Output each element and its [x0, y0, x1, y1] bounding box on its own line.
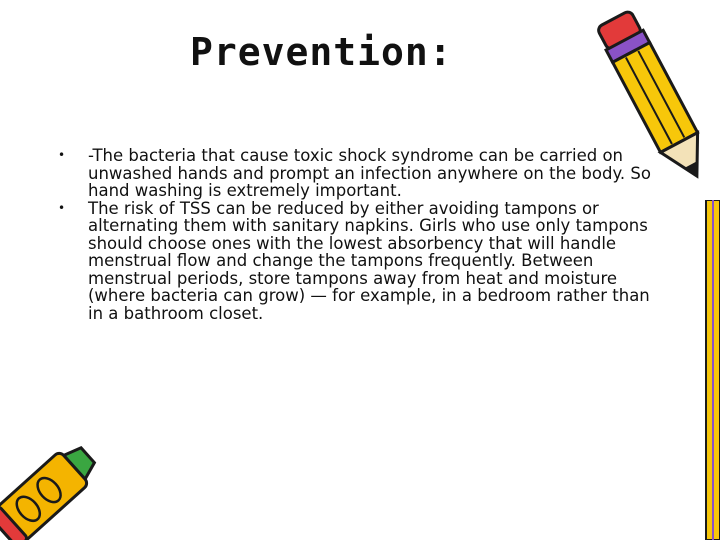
crayon-icon	[0, 420, 140, 540]
bullet-item	[58, 200, 658, 323]
bullet-text: The risk of TSS can be reduced by either avoiding tampons or alternating them with sanitary napkins. Girls who use only tampons should choose ones with the lowest absorbency that will handle menstrual flow and change the tampons frequently. Between menstrual periods, store tampons away from heat and moisture (where bacteria can grow) — for example, in a bedroom rather than in a bathroom closet.	[88, 198, 650, 323]
pencil-edge-icon	[700, 200, 720, 540]
bullet-marker: •	[58, 148, 66, 162]
bullet-text: -The bacteria that cause toxic shock syndrome can be carried on unwashed hands and prompt an infection anywhere on the body. So hand washing is extremely important.	[88, 146, 651, 200]
slide-title: Prevention:	[190, 30, 453, 74]
bullet-marker: •	[58, 200, 66, 215]
pencil-icon	[560, 0, 720, 200]
